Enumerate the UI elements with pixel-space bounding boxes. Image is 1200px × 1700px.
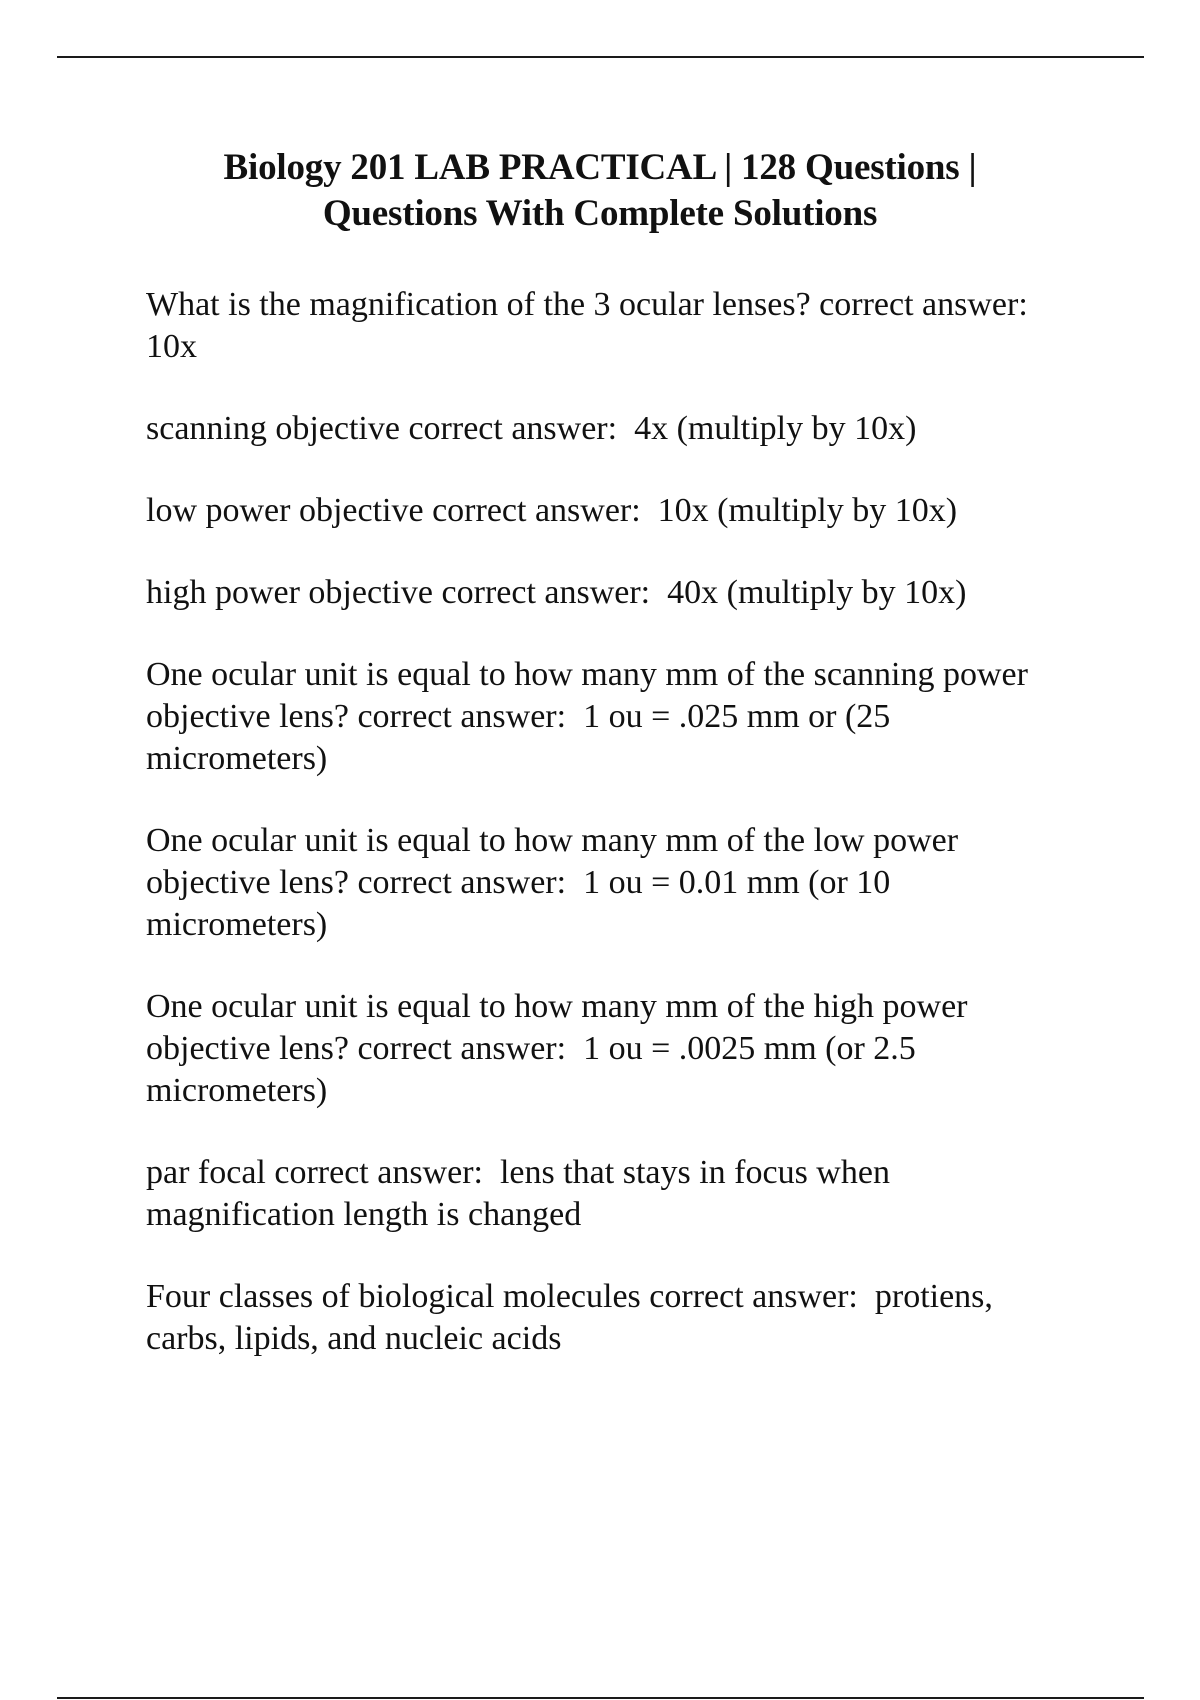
question-list <box>146 284 1106 1400</box>
qa-text-line: micrometers) <box>146 1072 328 1109</box>
qa-entry-ocular-unit-scanning <box>146 654 1106 780</box>
qa-text-line: objective lens? correct answer: 1 ou = 0.01 mm (or 10 <box>146 864 891 901</box>
qa-entry-par-focal <box>146 1152 1106 1236</box>
qa-entry-high-power-objective <box>146 572 1106 614</box>
qa-entry-low-power-objective <box>146 490 1106 532</box>
qa-text-line: high power objective correct answer: 40x (multiply by 10x) <box>146 574 967 611</box>
header-divider <box>57 56 1144 58</box>
qa-entry-ocular-unit-low-power <box>146 820 1106 946</box>
qa-text-line: What is the magnification of the 3 ocular lenses? correct answer: <box>146 286 1028 323</box>
qa-text-line: carbs, lipids, and nucleic acids <box>146 1320 562 1357</box>
page-title-line-1: Biology 201 LAB PRACTICAL | 128 Questions | <box>223 147 977 188</box>
qa-text-line: One ocular unit is equal to how many mm of the high power <box>146 988 968 1025</box>
page-title <box>140 145 1060 237</box>
qa-entry-ocular-unit-high-power <box>146 986 1106 1112</box>
qa-text-line: One ocular unit is equal to how many mm of the scanning power <box>146 656 1028 693</box>
qa-text-line: low power objective correct answer: 10x (multiply by 10x) <box>146 492 958 529</box>
qa-text-line: objective lens? correct answer: 1 ou = .0025 mm (or 2.5 <box>146 1030 916 1067</box>
qa-text-line: 10x <box>146 328 197 365</box>
footer-divider <box>57 1697 1144 1699</box>
qa-entry-ocular-magnification <box>146 284 1106 368</box>
qa-text-line: One ocular unit is equal to how many mm of the low power <box>146 822 959 859</box>
qa-text-line: micrometers) <box>146 906 328 943</box>
qa-text-line: objective lens? correct answer: 1 ou = .025 mm or (25 <box>146 698 891 735</box>
qa-text-line: par focal correct answer: lens that stays in focus when <box>146 1154 890 1191</box>
qa-entry-scanning-objective <box>146 408 1106 450</box>
qa-entry-biological-molecules <box>146 1276 1106 1360</box>
qa-text-line: Four classes of biological molecules correct answer: protiens, <box>146 1278 993 1315</box>
page-title-line-2: Questions With Complete Solutions <box>322 193 878 234</box>
qa-text-line: micrometers) <box>146 740 328 777</box>
qa-text-line: scanning objective correct answer: 4x (multiply by 10x) <box>146 410 917 447</box>
qa-text-line: magnification length is changed <box>146 1196 582 1233</box>
